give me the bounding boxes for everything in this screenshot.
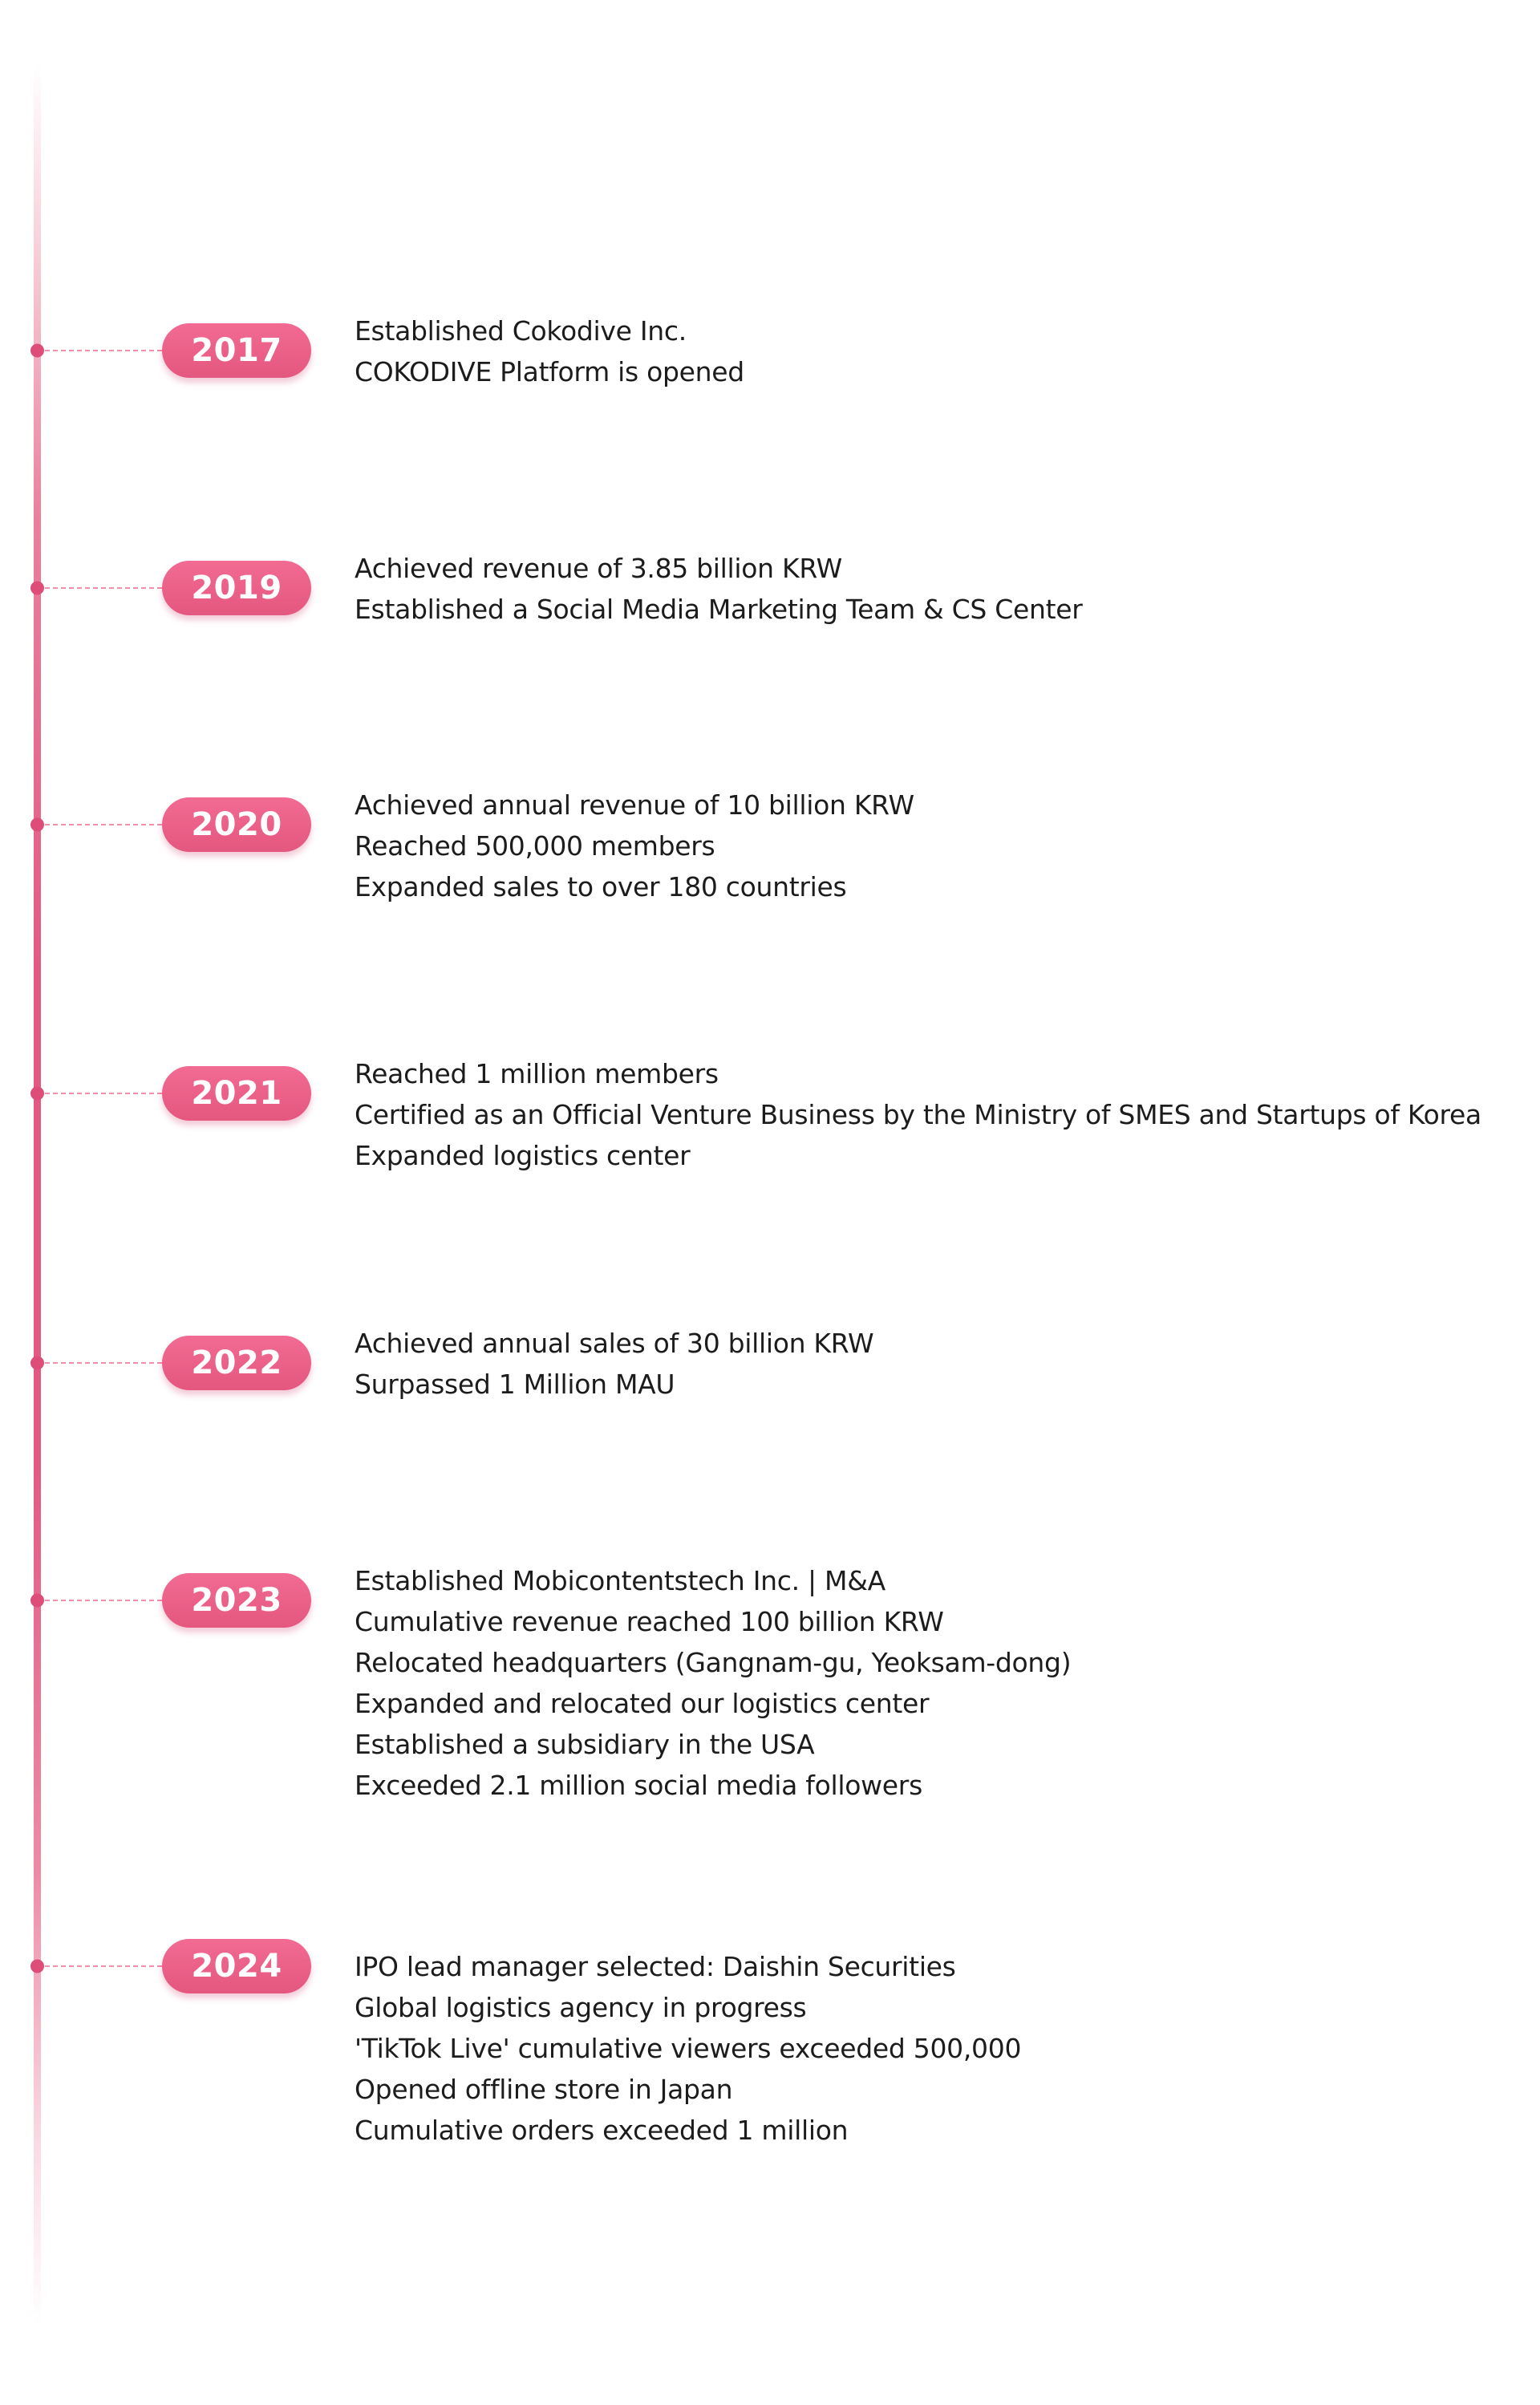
milestone-item: Relocated headquarters (Gangnam-gu, Yeoksam-dong) xyxy=(355,1647,1072,1678)
timeline-connector xyxy=(45,350,162,351)
timeline-connector xyxy=(45,1600,162,1601)
timeline-connector xyxy=(45,1093,162,1094)
milestone-list-2020 xyxy=(355,785,914,907)
timeline-dot xyxy=(30,582,44,595)
milestone-item: Cumulative orders exceeded 1 million xyxy=(355,2115,849,2146)
milestone-list-2024 xyxy=(355,1946,1021,2151)
milestone-item: 'TikTok Live' cumulative viewers exceeded 500,000 xyxy=(355,2033,1022,2064)
timeline-connector xyxy=(45,1965,162,1967)
timeline-dot xyxy=(30,344,44,358)
timeline-connector xyxy=(45,824,162,825)
milestone-item: Achieved revenue of 3.85 billion KRW xyxy=(355,553,842,584)
year-badge-2017: 2017 xyxy=(162,323,311,378)
milestone-item: Achieved annual sales of 30 billion KRW xyxy=(355,1328,874,1359)
milestone-item: Certified as an Official Venture Business by the Ministry of SMES and Startups of Korea xyxy=(355,1099,1481,1130)
year-badge-2019: 2019 xyxy=(162,561,311,615)
year-badge-2020: 2020 xyxy=(162,797,311,852)
timeline-connector xyxy=(45,1362,162,1364)
milestone-item: Cumulative revenue reached 100 billion KRW xyxy=(355,1606,944,1637)
milestone-item: Established Cokodive Inc. xyxy=(355,315,687,347)
milestone-item: IPO lead manager selected: Daishin Securities xyxy=(355,1951,956,1982)
milestone-list-2017 xyxy=(355,310,744,392)
milestone-item: Opened offline store in Japan xyxy=(355,2074,733,2105)
year-badge-2023: 2023 xyxy=(162,1573,311,1628)
timeline-dot xyxy=(30,1594,44,1608)
milestone-list-2022 xyxy=(355,1323,873,1405)
milestone-item: Reached 1 million members xyxy=(355,1058,719,1089)
year-badge-2024: 2024 xyxy=(162,1939,311,1993)
milestone-item: Exceeded 2.1 million social media followers xyxy=(355,1770,922,1801)
year-badge-2022: 2022 xyxy=(162,1336,311,1390)
timeline-line xyxy=(34,64,41,2326)
milestone-item: Global logistics agency in progress xyxy=(355,1992,807,2023)
milestone-item: COKODIVE Platform is opened xyxy=(355,356,744,387)
milestone-item: Established Mobicontentstech Inc. | M&A xyxy=(355,1565,886,1596)
timeline-dot xyxy=(30,1087,44,1101)
year-badge-2021: 2021 xyxy=(162,1066,311,1121)
milestone-item: Surpassed 1 Million MAU xyxy=(355,1369,675,1400)
timeline-dot xyxy=(30,1357,44,1370)
milestone-item: Reached 500,000 members xyxy=(355,830,715,862)
milestone-item: Achieved annual revenue of 10 billion KRW xyxy=(355,789,914,821)
milestone-list-2021 xyxy=(355,1053,1481,1176)
milestone-item: Expanded logistics center xyxy=(355,1140,691,1171)
timeline-dot xyxy=(30,818,44,832)
milestone-item: Expanded and relocated our logistics center xyxy=(355,1688,930,1719)
milestone-item: Established a subsidiary in the USA xyxy=(355,1729,815,1760)
milestone-list-2023 xyxy=(355,1560,1071,1806)
milestone-item: Expanded sales to over 180 countries xyxy=(355,871,847,902)
milestone-list-2019 xyxy=(355,548,1083,630)
timeline-dot xyxy=(30,1960,44,1973)
milestone-item: Established a Social Media Marketing Team & CS Center xyxy=(355,594,1083,625)
timeline-connector xyxy=(45,587,162,589)
